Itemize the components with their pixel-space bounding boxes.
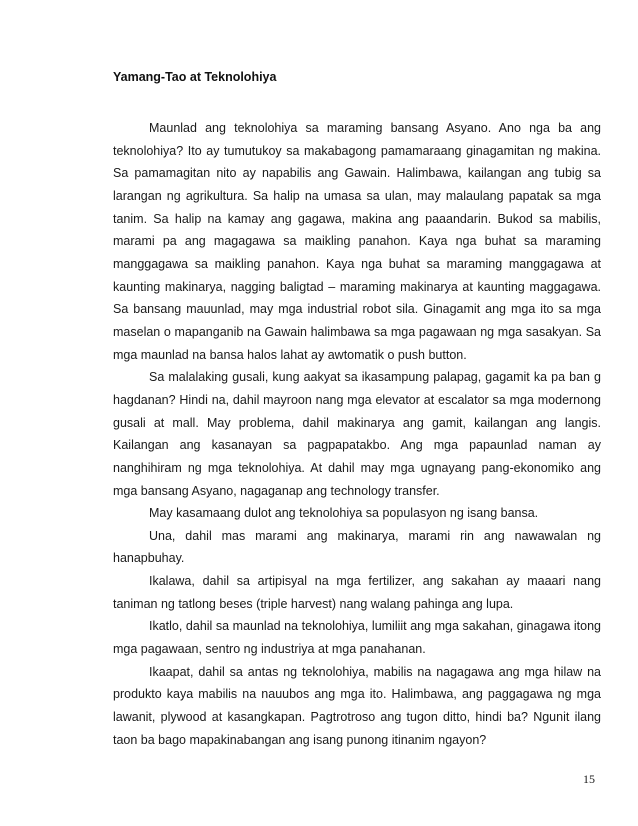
paragraph-una: Una, dahil mas marami ang makinarya, marami rin ang nawawalan ng hanapbuhay. bbox=[113, 528, 601, 566]
document-title: Yamang-Tao at Teknolohiya bbox=[113, 70, 277, 84]
page-number: 15 bbox=[583, 772, 595, 786]
paragraph-kasamaang-dulot: May kasamaang dulot ang teknolohiya sa populasyon ng isang bansa. bbox=[149, 506, 539, 521]
paragraph-ikalawa: Ikalawa, dahil sa artipisyal na mga fertilizer, ang sakahan ay maaari nang taniman ng tatlong beses (triple harvest) nang walang pahinga ang lupa. bbox=[113, 574, 601, 611]
paragraph-teknolohiya-intro: Maunlad ang teknolohiya sa maraming bansang Asyano. Ano nga ba ang teknolohiya? Ito ay tumutukoy sa makabagong pamamaraang ginagamitan ng makina. Sa pamamagitan nito ay napabilis ang Gawain. Halimbawa, kailangan ang tubig sa larangan ng agrikultura. Sa halip na umasa sa ulan, may malaulang papatak sa mga tanim. Sa halip na kamay ang gagawa, makina ang paaandarin. Bukod sa mabilis, marami pa ang magagawa sa maikling panahon. Kaya nga buhat sa maraming manggagawa sa maikling panahon. Kaya nga buhat sa maraming manggagawa at kaunting makinarya, nagging baligtad – maraming makinarya at kaunting maggagawa. Sa bansang mauunlad, may mga industrial robot sila. Ginagamit ang mga ito sa mga maselan o mapanganib na Gawain halimbawa sa mga pagawaan ng mga sasakyan. Sa mga maunlad na bansa halos lahat ay awtomatik o push button. bbox=[113, 121, 601, 362]
document-body bbox=[113, 117, 601, 751]
paragraph-gusali: Sa malalaking gusali, kung aakyat sa ikasampung palapag, gagamit ka pa ban g hagdanan? Hindi na, dahil mayroon nang mga elevator at escalator sa mga modernong gusali at mall. May problema, dahil makinarya ang gamit, kailangan ang langis. Kailangan ang kasanayan sa pagpapatakbo. Ang mga papaunlad naman ay nanghihiram ng mga teknolohiya. At dahil may mga ugnayang pang-ekonomiko ang mga bansang Asyano, nagaganap ang technology transfer. bbox=[113, 370, 601, 498]
paragraph-ikaapat: Ikaapat, dahil sa antas ng teknolohiya, mabilis na nagagawa ang mga hilaw na produkto kaya mabilis na nauubos ang mga ito. Halimbawa, ang paggagawa ng mga lawanit, plywood at kasangkapan. Pagtrotroso ang tugon ditto, hindi ba? Ngunit ilang taon ba bago mapakinabangan ang isang punong itinanim ngayon? bbox=[113, 664, 601, 747]
paragraph-ikatlo: Ikatlo, dahil sa maunlad na teknolohiya, lumiliit ang mga sakahan, ginagawa itong mga pagawaan, sentro ng industriya at mga panahanan. bbox=[113, 619, 601, 657]
